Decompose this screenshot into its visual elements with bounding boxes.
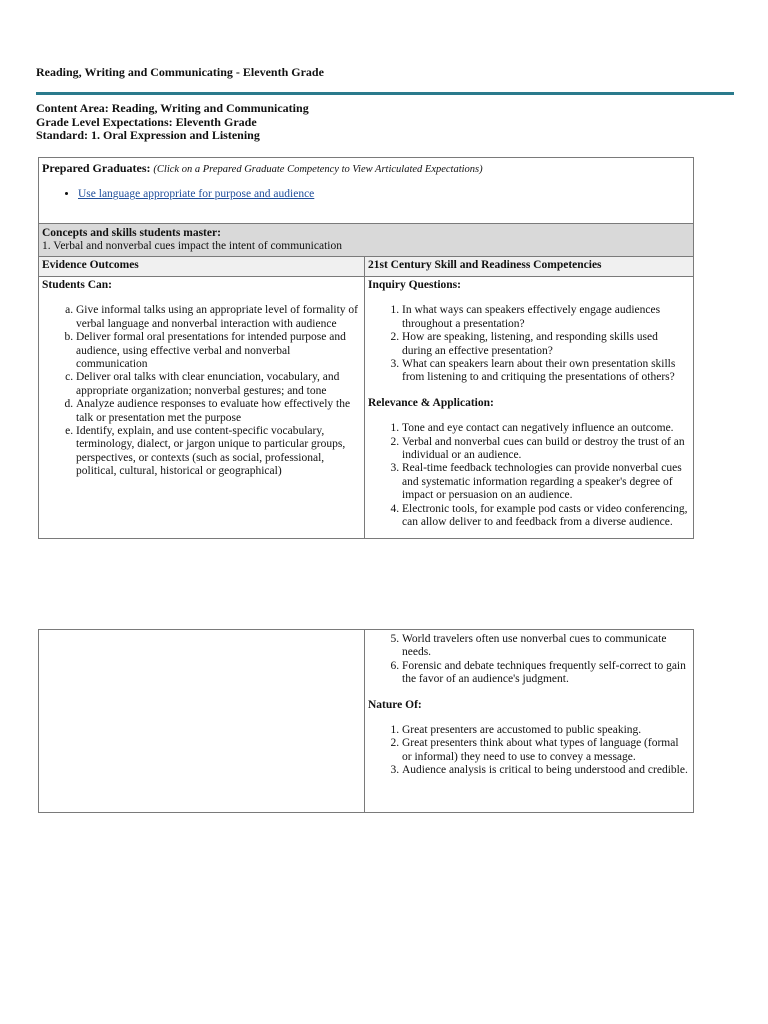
list-item: d. Analyze audience responses to evaluate how effectively the talk or presentation met the purpose [76, 398, 361, 425]
list-item: 1. In what ways can speakers effectively engage audiences throughout a presentation? [402, 304, 690, 331]
list-item: 2. How are speaking, listening, and responding skills used during an effective presentation? [402, 331, 690, 358]
list-item: 5. World travelers often use nonverbal cues to communicate needs. [402, 633, 690, 660]
list-item: 1. Tone and eye contact can negatively influence an outcome. [402, 422, 690, 435]
inquiry-title: Inquiry Questions: [368, 279, 461, 291]
standard-table [38, 157, 694, 539]
list-item: 2. Great presenters think about what types of language (formal or informal) they need to use to convey a message. [402, 737, 690, 764]
evidence-list [42, 304, 361, 478]
list-item: 3. What can speakers learn about their own presentation skills from listening to and critiquing the presentations of others? [402, 358, 690, 385]
nature-of-title: Nature Of: [368, 698, 422, 711]
grade-level: Grade Level Expectations: Eleventh Grade [36, 114, 257, 129]
concepts-title: Concepts and skills students master: [42, 227, 221, 239]
content-area: Content Area: Reading, Writing and Communicating [36, 101, 309, 115]
prepared-graduates-list [42, 188, 690, 201]
nature-of-list [368, 724, 690, 778]
list-item: 2. Verbal and nonverbal cues can build or destroy the trust of an individual or an audience. [402, 436, 690, 463]
standard-name: Standard: 1. Oral Expression and Listening [36, 128, 260, 142]
list-item: 4. Electronic tools, for example pod casts or video conferencing, can allow deliver to and feedback from a diverse audience. [402, 503, 690, 530]
prepared-graduates-label: Prepared Graduates: [42, 161, 151, 175]
list-item [78, 188, 690, 201]
relevance-list [368, 422, 690, 529]
prepared-graduates-note: (Click on a Prepared Graduate Competency to View Articulated Expectations) [153, 164, 483, 175]
competencies-cell-continued [365, 630, 694, 813]
header-rule [36, 92, 734, 95]
concepts-text: 1. Verbal and nonverbal cues impact the intent of communication [42, 240, 342, 253]
inquiry-list [368, 304, 690, 384]
competencies-header: 21st Century Skill and Readiness Competencies [365, 257, 694, 277]
competencies-cell [365, 277, 694, 539]
list-item: e. Identify, explain, and use content-specific vocabulary, terminology, dialect, or jargon unique to particular groups, perspectives, or contexts (such as social, professional, political, cultural, historical or geographical) [76, 425, 361, 479]
evidence-outcomes-cell-empty [39, 630, 365, 813]
page-title: Reading, Writing and Communicating - Eleventh Grade [36, 65, 324, 79]
list-item: 3. Audience analysis is critical to being understood and credible. [402, 764, 690, 777]
list-item: a. Give informal talks using an appropriate level of formality of verbal language and nonverbal interaction with audience [76, 304, 361, 331]
concepts-cell [39, 224, 694, 257]
list-item: 6. Forensic and debate techniques frequently self-correct to gain the favor of an audience's judgment. [402, 660, 690, 687]
students-can-title: Students Can: [42, 279, 112, 291]
standard-meta [36, 102, 309, 143]
relevance-title: Relevance & Application: [368, 396, 494, 409]
list-item: c. Deliver oral talks with clear enunciation, vocabulary, and appropriate organization; nonverbal gestures; and tone [76, 371, 361, 398]
list-item: b. Deliver formal oral presentations for intended purpose and audience, using effective verbal and nonverbal communication [76, 331, 361, 371]
list-item: 1. Great presenters are accustomed to public speaking. [402, 724, 690, 737]
prepared-graduate-link[interactable]: Use language appropriate for purpose and audience [78, 188, 315, 201]
prepared-graduates-cell [39, 158, 694, 224]
evidence-outcomes-header: Evidence Outcomes [39, 257, 365, 277]
evidence-outcomes-cell [39, 277, 365, 539]
relevance-list-continued [368, 633, 690, 687]
standard-table-continued [38, 629, 694, 813]
list-item: 3. Real-time feedback technologies can provide nonverbal cues and systematic information regarding a speaker's degree of impact or persuasion on an audience. [402, 462, 690, 502]
